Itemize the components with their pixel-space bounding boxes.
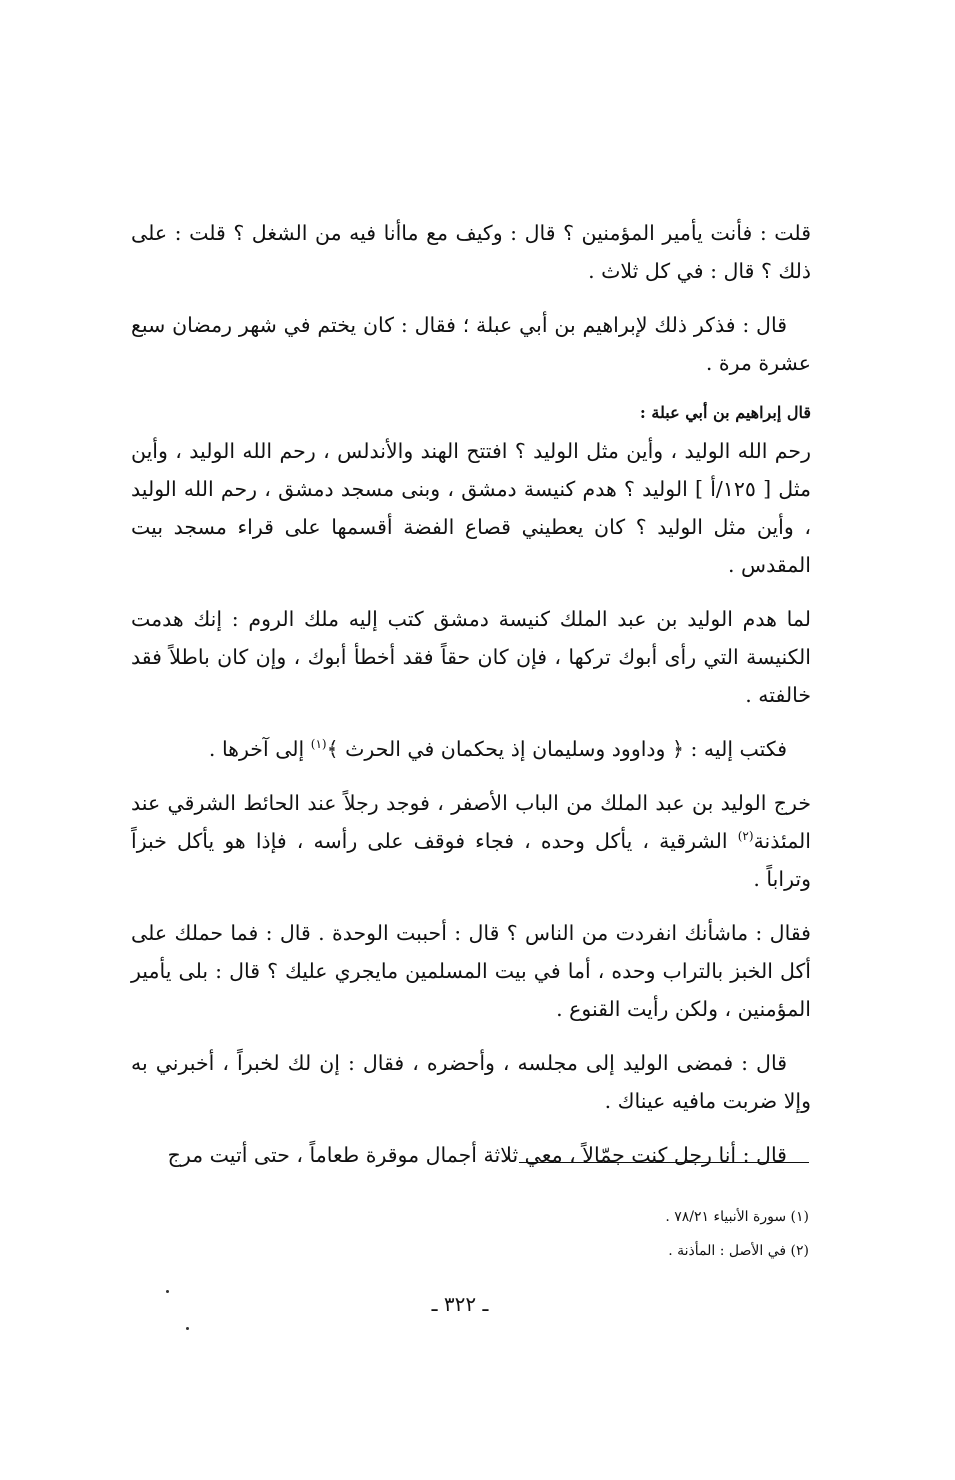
minaret-tail: الشرقية ، يأكل وحده ، فجاء فوقف على رأسه ، فإذا هو يأكل خبزاً وتراباً . xyxy=(131,829,811,891)
paragraph-6: قال : فمضى الوليد إلى مجلسه ، وأحضره ، فقال : إن لك لخبراً ، أخبرني به وإلا ضربت مافيه عيناك . xyxy=(131,1051,811,1113)
footnotes xyxy=(409,1200,809,1268)
section-heading: قال إبراهيم بن أبي عبلة : xyxy=(639,403,811,422)
minaret-text: خرج الوليد بن عبد الملك من الباب الأصفر ، فوجد رجلاً عند الحائط الشرقي عند المئذنة xyxy=(131,791,811,853)
footnote-1: (١) سورة الأنبياء ٧٨/٢١ . xyxy=(665,1209,809,1225)
paragraph-3: رحم الله الوليد ، وأين مثل الوليد ؟ افتتح الهند والأندلس ، رحم الله الوليد ، وأين مثل [ ١٢٥/أ ] الوليد ؟ هدم كنيسة دمشق ، وبنى مسجد دمشق ، رحم الله الوليد ، وأين مثل الوليد ؟ كان يعطيني قصاع الفضة أقسمها على قراء مسجد بيت المقدس . xyxy=(131,439,811,577)
footnote-ref-2: (٢) xyxy=(737,829,754,844)
quote-text: فكتب إليه : ﴿ وداوود وسليمان إذ يحكمان في الحرث ﴾ xyxy=(326,737,787,761)
footnote-ref-1: (١) xyxy=(310,737,327,752)
paragraph-2: قال : فذكر ذلك لإبراهيم بن أبي عبلة ؛ فقال : كان يختم في شهر رمضان سبع عشرة مرة . xyxy=(131,313,811,375)
main-text xyxy=(131,214,811,1190)
paragraph-quote xyxy=(131,730,811,768)
paragraph-7: قال : أنا رجل كنت جمّالاً ، معي ثلاثة أجمال موقرة طعاماً ، حتى أتيت مرج xyxy=(167,1143,787,1167)
paragraph-4: لما هدم الوليد بن عبد الملك كنيسة دمشق كتب إليه ملك الروم : إنك هدمت الكنيسة التي رأى أبوك تركها ، فإن كان حقاً فقد أخطأ أبوك ، وإن كان باطلاً فقد خالفته . xyxy=(131,607,811,707)
page-number: ـ ٣٢٢ ـ xyxy=(431,1292,489,1316)
quote-tail: إلى آخرها . xyxy=(208,737,311,761)
scan-speck xyxy=(166,1290,169,1293)
paragraph-1: قلت : فأنت يأمير المؤمنين ؟ قال : وكيف مع ماأنا فيه من الشغل ؟ قلت : على ذلك ؟ قال : في كل ثلاث . xyxy=(131,221,811,283)
paragraph-5: فقال : ماشأنك انفردت من الناس ؟ قال : أحببت الوحدة . قال : فما حملك على أكل الخبز بالتراب وحده ، أما في بيت المسلمين مايجري عليك ؟ قال : بلى يأمير المؤمنين ، ولكن رأيت القنوع . xyxy=(131,921,811,1021)
paragraph-minaret xyxy=(131,784,811,898)
scan-speck xyxy=(186,1327,189,1330)
footnote-2: (٢) في الأصل : المأذنة . xyxy=(668,1243,809,1259)
footnote-divider xyxy=(519,1162,809,1163)
